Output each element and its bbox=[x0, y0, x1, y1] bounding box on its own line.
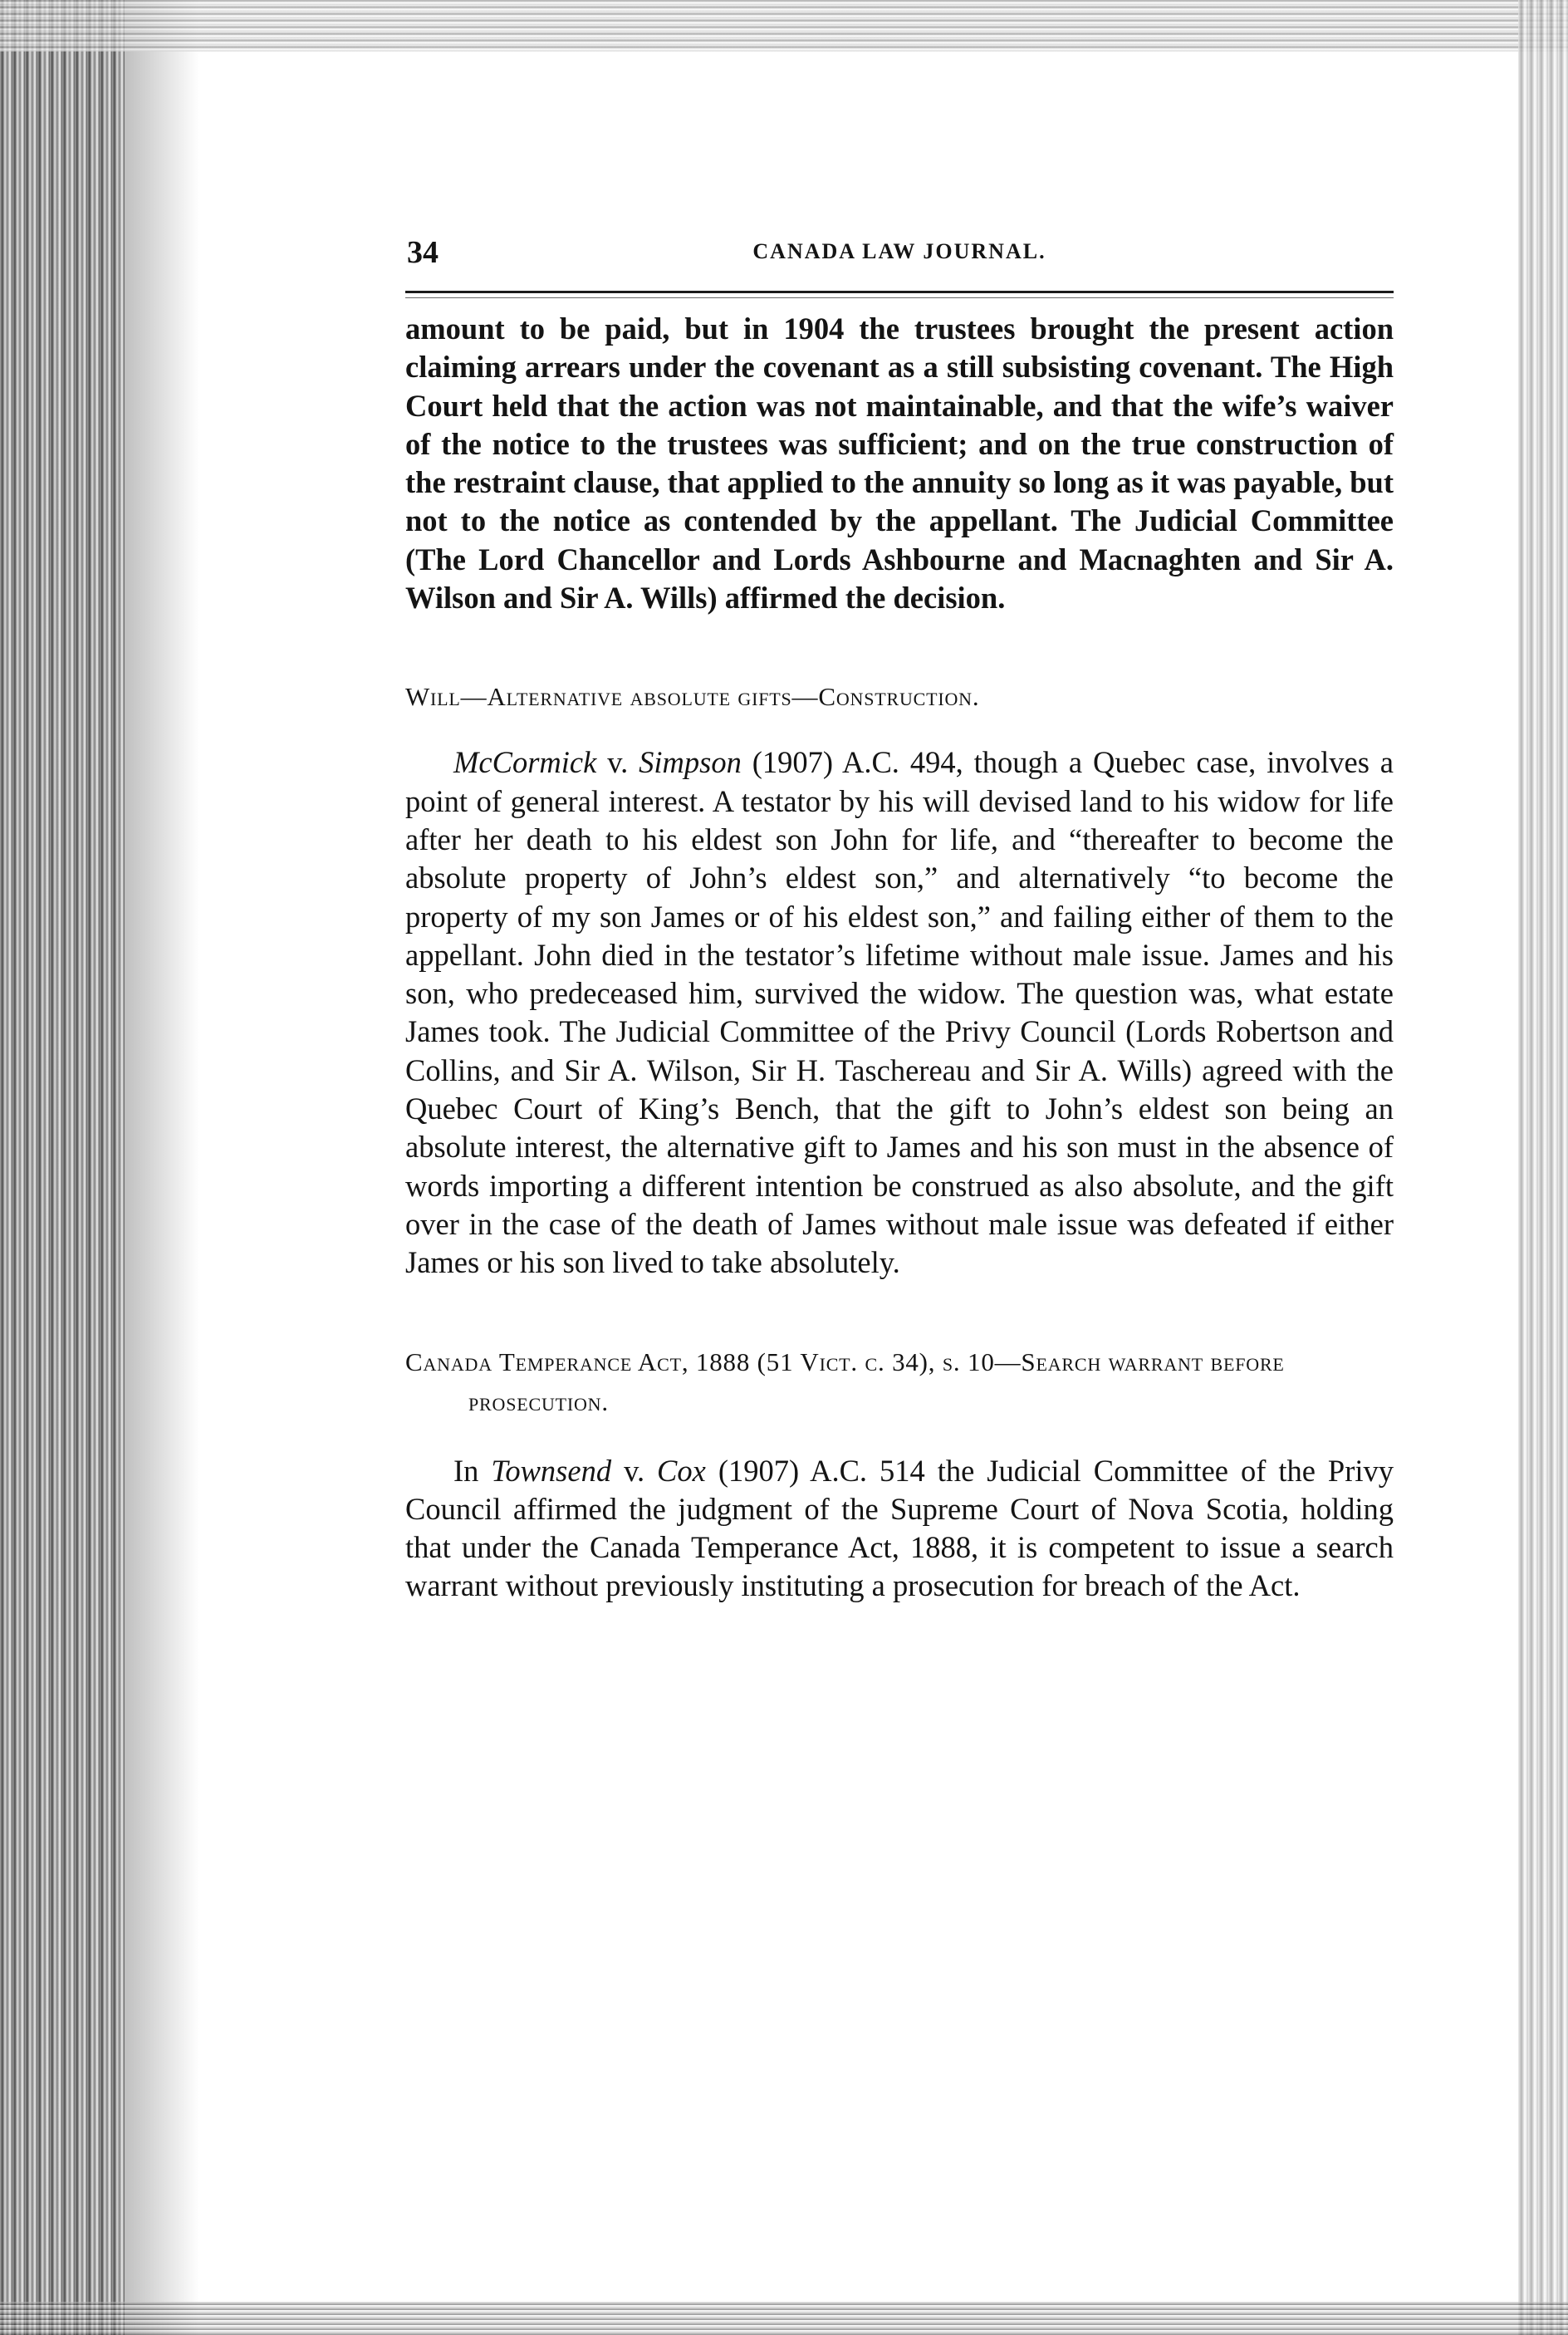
scan-bottom-edge bbox=[0, 2302, 1568, 2335]
continuation-paragraph: amount to be paid, but in 1904 the trustees brought the present action claiming arrears under the covenant as a still subsisting covenant. The High Court held that the action was not maintainable, and that the wife’s waiver of the notice to the trustees was sufficient; and on the true construction of the restraint clause, that applied to the annuity so long as it was payable, but not to the notice as contended by the appellant. The Judicial Committee (The Lord Chancellor and Lords Ashbourne and Macnaghten and Sir A. Wilson and Sir A. Wills) affirmed the decision. bbox=[405, 311, 1394, 616]
paragraph-body: (1907) A.C. 514 the Judicial Committee of the Privy Council affirmed the judgment of the Supreme Court of Nova Scotia, holding that under the Canada Temperance Act, 1888, it is competent to issue a search warrant without previously instituting a prosecution for breach of the Act. bbox=[405, 1453, 1394, 1603]
scan-binding-edge bbox=[0, 0, 125, 2335]
paragraph-prefix: In bbox=[453, 1453, 492, 1488]
header-rule bbox=[405, 291, 1394, 298]
section-paragraph-townsend bbox=[405, 1452, 1394, 1606]
scan-right-edge bbox=[1518, 0, 1568, 2335]
case-name-simpson: Simpson bbox=[639, 745, 742, 780]
scan-top-edge bbox=[0, 0, 1568, 52]
section-heading-temperance-act: Canada Temperance Act, 1888 (51 Vict. c. 34), s. 10—Search warrant before prosecution. bbox=[405, 1347, 1285, 1416]
paragraph-body: (1907) A.C. 494, though a Quebec case, involves a point of general interest. A testator by his will devised land to his widow for life after her death to his eldest son John for life, and “thereafter to become the absolute property of John’s eldest son,” and alternatively “to become the property of my son James or of his eldest son,” and failing either of them to the appellant. John died in the testator’s lifetime without male issue. James and his son, who predeceased him, survived the widow. The question was, what estate James took. The Judicial Committee of the Privy Council (Lords Robertson and Collins, and Sir A. Wilson, Sir H. Taschereau and Sir A. Wills) agreed with the Quebec Court of King’s Bench, that the gift to John’s eldest son being an absolute interest, the alternative gift to James and his son must in the absence of words importing a different intention be construed as also absolute, and the gift over in the case of the death of James without male issue was defeated if either James or his son lived to take absolutely. bbox=[405, 745, 1394, 1280]
case-name-townsend: Townsend bbox=[491, 1453, 612, 1488]
case-versus: v. bbox=[596, 745, 639, 780]
running-head bbox=[405, 224, 1394, 274]
scan-binding-shadow bbox=[125, 0, 199, 2335]
case-versus: v. bbox=[611, 1453, 658, 1488]
case-name-mccormick: McCormick bbox=[453, 745, 597, 780]
section-heading-will: Will—Alternative absolute gifts—Construction. bbox=[405, 682, 980, 712]
page-number: 34 bbox=[407, 235, 439, 270]
section-paragraph-mccormick bbox=[405, 743, 1394, 1282]
journal-page bbox=[405, 224, 1394, 1606]
journal-title: CANADA LAW JOURNAL. bbox=[752, 239, 1046, 263]
case-name-cox: Cox bbox=[657, 1453, 706, 1488]
